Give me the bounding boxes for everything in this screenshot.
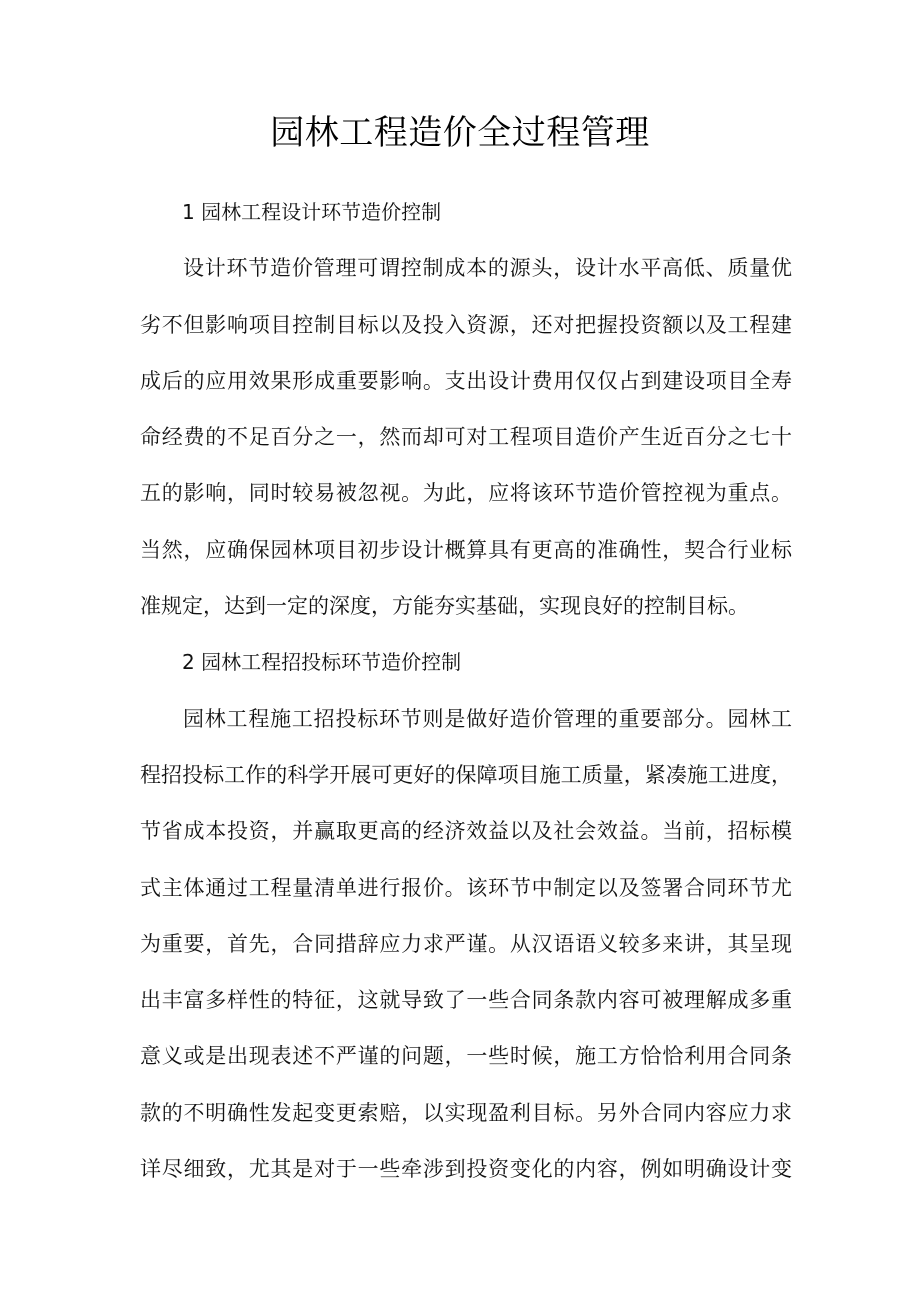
paragraph-line: 程招投标工作的科学开展可更好的保障项目施工质量，紧凑施工进度， (140, 762, 792, 787)
paragraph-line: 当然，应确保园林项目初步设计概算具有更高的准确性，契合行业标 (140, 537, 792, 562)
section-heading-1: 1 园林工程设计环节造价控制 (182, 200, 442, 224)
paragraph-line: 出丰富多样性的特征，这就导致了一些合同条款内容可被理解成多重 (140, 988, 792, 1013)
paragraph-line: 命经费的不足百分之一，然而却可对工程项目造价产生近百分之七十 (140, 425, 792, 450)
paragraph-line: 款的不明确性发起变更索赔，以实现盈利目标。另外合同内容应力求 (140, 1100, 792, 1125)
paragraph-line: 成后的应用效果形成重要影响。支出设计费用仅仅占到建设项目全寿 (140, 368, 792, 393)
paragraph-line: 设计环节造价管理可谓控制成本的源头，设计水平高低、质量优 (183, 256, 792, 281)
document-body (140, 184, 792, 1197)
paragraph-line: 意义或是出现表述不严谨的问题，一些时候，施工方恰恰利用合同条 (140, 1044, 792, 1069)
paragraph-line: 式主体通过工程量清单进行报价。该环节中制定以及签署合同环节尤 (140, 875, 792, 900)
paragraph-line: 为重要，首先，合同措辞应力求严谨。从汉语语义较多来讲，其呈现 (140, 931, 792, 956)
paragraph-line: 劣不但影响项目控制目标以及投入资源，还对把握投资额以及工程建 (140, 312, 792, 337)
section-heading-2: 2 园林工程招投标环节造价控制 (182, 650, 462, 675)
paragraph-line: 五的影响，同时较易被忽视。为此，应将该环节造价管控视为重点。 (140, 481, 792, 506)
paragraph-line: 园林工程施工招投标环节则是做好造价管理的重要部分。园林工 (183, 706, 792, 731)
paragraph-line: 节省成本投资，并赢取更高的经济效益以及社会效益。当前，招标模 (140, 819, 792, 844)
paragraph-line: 准规定，达到一定的深度，方能夯实基础，实现良好的控制目标。 (140, 594, 749, 619)
document-title: 园林工程造价全过程管理 (270, 113, 650, 153)
paragraph-line: 详尽细致，尤其是对于一些牵涉到投资变化的内容，例如明确设计变 (140, 1157, 792, 1182)
